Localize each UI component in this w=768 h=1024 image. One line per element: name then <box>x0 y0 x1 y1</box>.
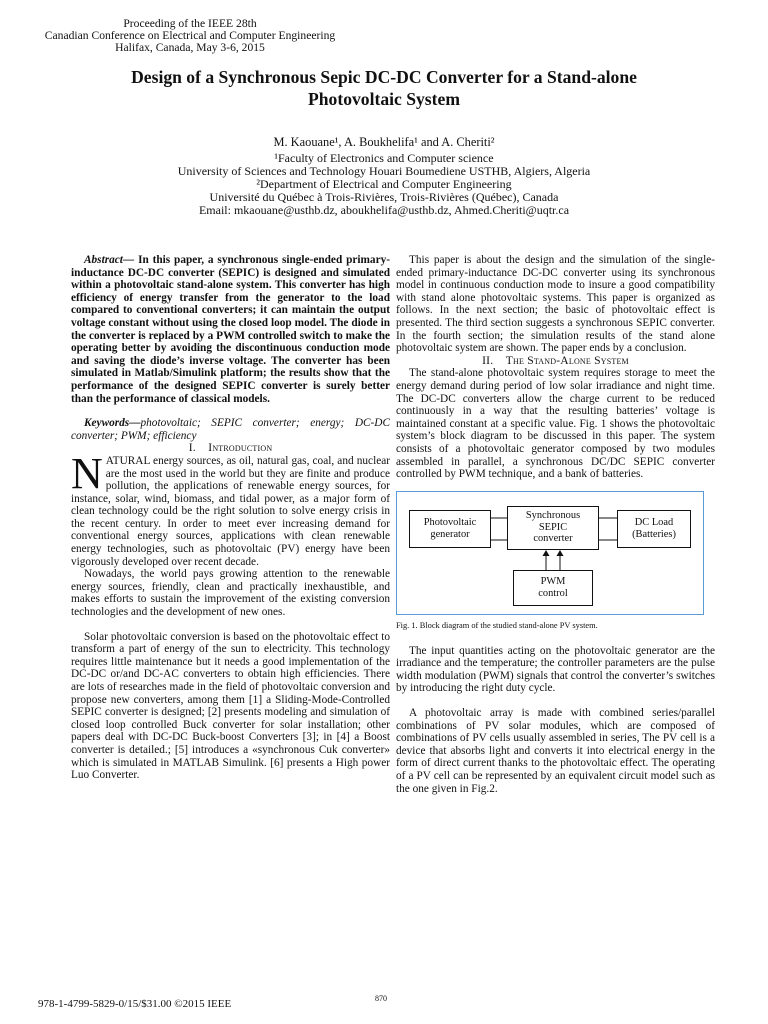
section-title: The Stand-Alone System <box>505 353 629 367</box>
drop-cap: N <box>71 448 103 498</box>
pv-label-2: generator <box>430 528 470 540</box>
keywords-label: Keywords— <box>84 417 141 430</box>
intro-paragraph-2: Nowadays, the world pays growing attention to the renewable energy sources, friendly, clean and practically inexhaustible, and makes efforts to sustain the improvement of the existing conversion technologies and the development of new ones. <box>71 568 390 619</box>
keywords <box>71 417 390 442</box>
author-block <box>0 136 768 217</box>
pwm-arrow-left-head <box>543 550 550 556</box>
author-names: M. Kaouane¹, A. Boukhelifa¹ and A. Cheriti² <box>273 135 495 149</box>
intro-paragraph-1-text: ATURAL energy sources, as oil, natural gas, coal, and nuclear are the most used in the world but they are finite and produce pollution, the applications of renewable energy sources, for instance, solar, wind, biomass, and tidal power, as a major form of clean technology could be the right solution to solve energy crisis in the recent century. In order to meet ever increasing demand for conventional energy sources, applications with clean renewable energy technologies, such as photovoltaic (PV) energy have been vigorously developed over recent decade. <box>71 454 390 568</box>
section-title: Introduction <box>208 441 273 455</box>
pwm-label-2: control <box>538 587 568 599</box>
pwm-control-block <box>513 570 593 606</box>
section-heading-introduction <box>71 442 390 455</box>
proceeding-line-2: Canadian Conference on Electrical and Computer Engineering <box>44 29 336 43</box>
title-line-1: Design of a Synchronous Sepic DC-DC Converter for a Stand-alone <box>131 67 637 87</box>
abstract-text: In this paper, a synchronous single-ended primary-inductance DC-DC converter (SEPIC) is designed and simulated within a photovoltaic stand-alone system. This converter has high efficiency of energy transfer from the generator to the load compared to conventional converters; it can maintain the output voltage constant without using the closed loop model. The diode in the converter is replaced by a PWM controlled switch to make the operating better by avoiding the discontinuous conduction mode and saving the diode’s inverse voltage. The converter has been simulated in Matlab/Simulink platform; the results show that the performance of the designed SEPIC converter is surely better than the performance of classical models. <box>71 254 390 405</box>
dc-load-block <box>617 510 691 548</box>
figure-caption: Fig. 1. Block diagram of the studied stand-alone PV system. <box>396 620 598 630</box>
conference-header <box>0 18 380 55</box>
title-line-2: Photovoltaic System <box>308 89 460 109</box>
right-paragraph-2: The stand-alone photovoltaic system requires storage to meet the energy demand during period of low solar irradiance and night time. The DC-DC converters allow the charge current to be reduced continuously in a way that the resulting batteries’ voltage is maintained constant at a specific value. Fig. 1 shows the photovoltaic system’s block diagram to be discussed in this paper. The system consists of a photovoltaic generator composed by two modules assembled in parallel, a synchronous DC/DC SEPIC converter controlled by PWM technique, and a bank of batteries. <box>396 367 715 481</box>
sepic-label-2: SEPIC <box>538 521 568 533</box>
right-column <box>396 254 715 795</box>
page-number: 870 <box>375 994 387 1003</box>
sepic-label-3: converter <box>533 533 573 545</box>
affiliation-1-dept: ¹Faculty of Electronics and Computer science <box>274 151 494 165</box>
footer-isbn: 978-1-4799-5829-0/15/$31.00 ©2015 IEEE <box>38 998 232 1010</box>
author-emails: Email: mkaouane@usthb.dz, aboukhelifa@usthb.dz, Ahmed.Cheriti@uqtr.ca <box>198 203 570 217</box>
left-column <box>71 254 390 782</box>
pv-generator-block <box>409 510 491 548</box>
load-label-1: DC Load <box>634 517 674 529</box>
keywords-text: photovoltaic; SEPIC converter; energy; DC-DC converter; PWM; efficiency <box>71 417 390 442</box>
right-paragraph-3: The input quantities acting on the photovoltaic generator are the irradiance and the temperature; the controller parameters are the pulse width modulation (PWM) signals that control the converter’s switches by introducing the right duty cycle. <box>396 644 715 695</box>
sepic-label-1: Synchronous <box>525 510 581 522</box>
right-paragraph-4: A photovoltaic array is made with combined series/parallel combinations of PV solar modules, which are composed of combinations of PV cells usually assembled in series, The PV cell is a device that absorbs light and converts it into electrical energy in the form of direct current thanks to the photovoltaic effect. The operating of a PV cell can be represented by an equivalent circuit model such as the one given in Fig.2. <box>396 707 715 795</box>
affiliation-2-univ: Université du Québec à Trois-Rivières, Trois-Rivières (Québec), Canada <box>209 190 559 204</box>
abstract-label: Abstract— <box>84 254 135 266</box>
proceeding-line-3: Halifax, Canada, May 3-6, 2015 <box>115 41 265 55</box>
right-paragraph-1: This paper is about the design and the simulation of the single-ended primary-inductance DC-DC converter using its synchronous model in continuous conduction mode to insure a good compatibility with stand alone photovoltaic systems. This paper is organized as follows. In the next section; the basic of photovoltaic effect is presented. The third section suggests a synchronous SEPIC converter. In the fourth section; the simulation results of the stand alone photovoltaic system are shown. The paper ends by a conclusion. <box>396 254 715 355</box>
load-label-2: (Batteries) <box>632 528 676 540</box>
pwm-arrow-right-head <box>557 550 564 556</box>
pwm-label-1: PWM <box>540 576 566 588</box>
proceeding-line-1: Proceeding of the IEEE 28th <box>123 17 257 30</box>
sepic-converter-block <box>507 506 599 550</box>
block-diagram-figure <box>396 491 704 615</box>
intro-paragraph-3: Solar photovoltaic conversion is based on the photovoltaic effect to transform a part of energy of the sun to electricity. This technology requires little maintenance but it needs a good implementation of the DC-DC or/and DC-AC converters to obtain high efficiencies. There are lots of researches made in the field of photovoltaic conversion and propose new converters, among them [1] a Sliding-Mode-Controlled SEPIC converter is designed; [2] presents modeling and simulation of closed loop controlled Buck converter for solar installation; other papers deal with DC-DC Buck-boost Converters [3]; in [4] a Boost converter is detailed.; [5] introduces a «synchronous Cuk converter» which is simulated in MATLAB Simulink. [6] presents a High power Luo Converter. <box>71 630 390 782</box>
affiliation-2-dept: ²Department of Electrical and Computer Engineering <box>256 177 512 191</box>
affiliation-1-univ: University of Sciences and Technology Houari Boumediene USTHB, Algiers, Algeria <box>177 164 591 178</box>
paper-title <box>40 66 728 110</box>
section-number: II. <box>482 353 494 367</box>
abstract <box>71 254 390 405</box>
pv-label-1: Photovoltaic <box>423 517 477 529</box>
section-number: I. <box>188 441 196 455</box>
section-heading-stand-alone <box>396 355 715 368</box>
